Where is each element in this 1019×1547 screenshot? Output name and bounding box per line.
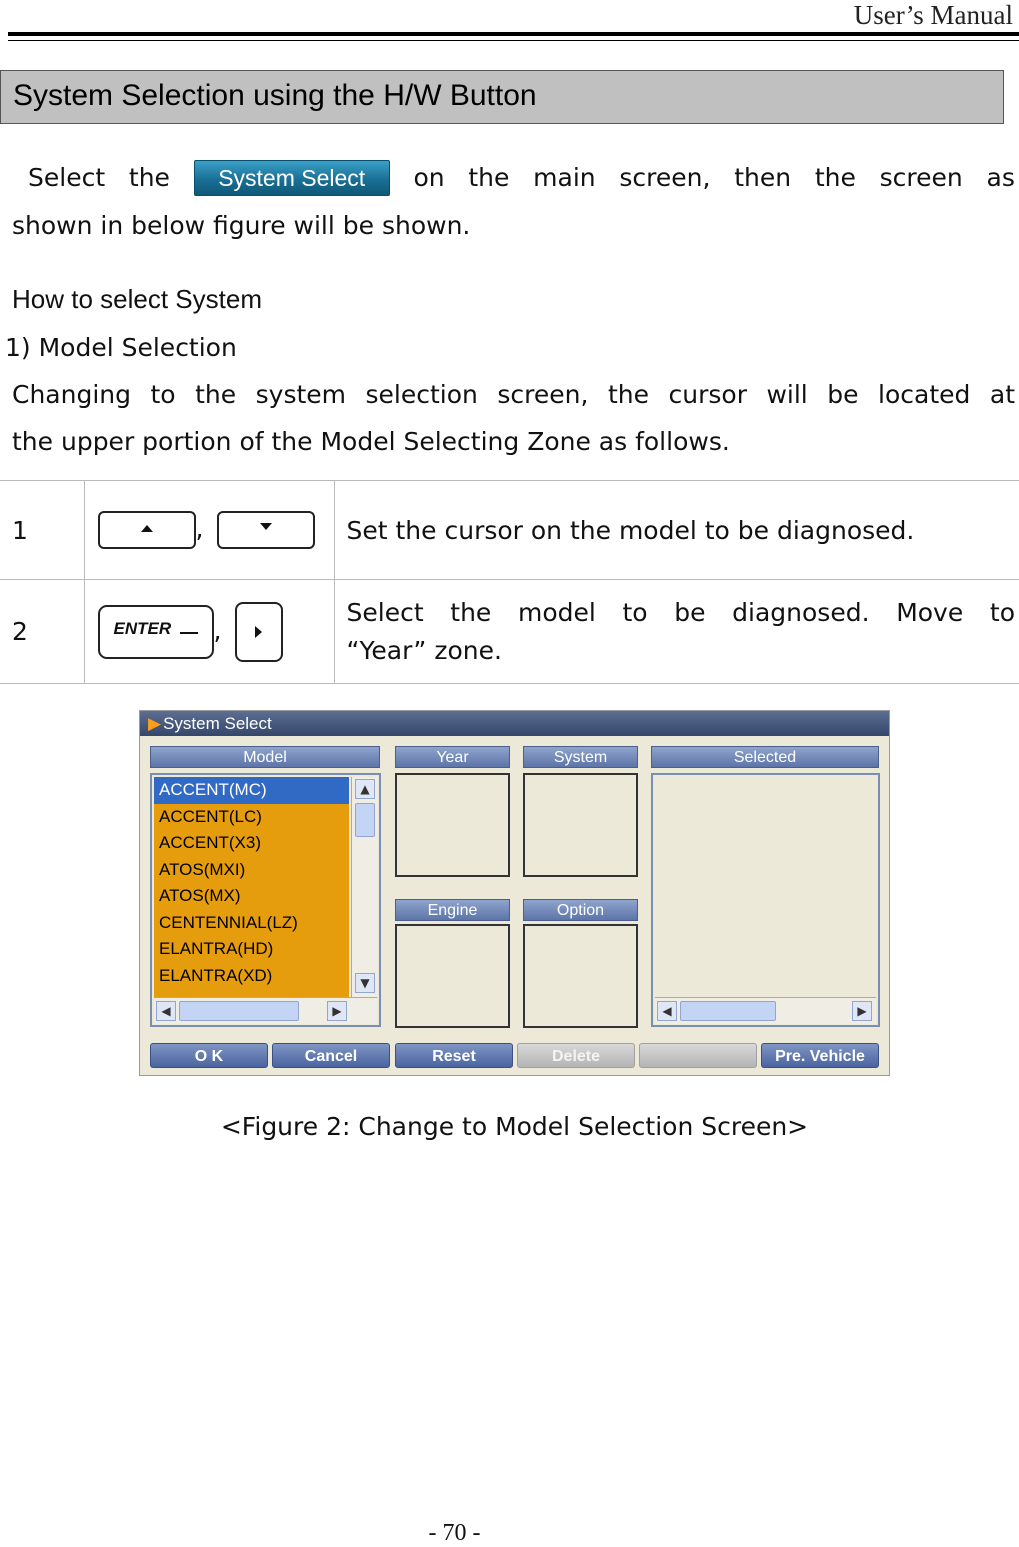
howto-heading: How to select System [12,284,262,314]
header-rule-thick [8,32,1019,36]
enter-key-icon [98,605,214,659]
screenshot-title: System Select [163,714,272,733]
list-item[interactable]: CENTENNIAL(LZ) [154,910,349,937]
option-panel[interactable] [523,924,638,1028]
key-separator: , [213,615,222,645]
step-description-line-1 [347,594,1016,632]
model-selection-line-1 [12,372,1015,418]
enter-return-mark [180,632,198,634]
body-word: the [607,380,649,409]
list-item[interactable]: ACCENT(LC) [154,804,349,831]
body-word: will [766,380,808,409]
step-description [334,580,1019,684]
cancel-button[interactable]: Cancel [272,1043,390,1068]
intro-word: main [533,163,596,192]
section-title-box [0,70,1004,124]
system-select-button-inline: System Select [194,160,390,196]
scroll-left-icon[interactable]: ◀ [156,1001,176,1021]
body-word: to [989,597,1015,627]
intro-line-2: shown in below figure will be shown. [12,211,471,240]
scroll-right-icon[interactable]: ▶ [852,1001,872,1021]
body-word: at [989,380,1015,409]
model-selection-heading: 1) Model Selection [5,333,237,362]
body-word: to [150,380,176,409]
body-word: Select [346,597,424,627]
section-title: System Selection using the H/W Button [13,79,537,112]
body-word: system [255,380,347,409]
model-column-header: Model [150,746,380,768]
selected-panel[interactable] [651,773,880,1027]
selected-horizontal-scrollbar[interactable] [655,997,876,1024]
scroll-thumb[interactable] [179,1001,299,1021]
body-word: selection [365,380,478,409]
model-vertical-scrollbar[interactable] [351,777,378,997]
body-word: diagnosed. [732,597,870,627]
enter-key-label: ENTER [113,618,172,638]
delete-button[interactable]: Delete [517,1043,635,1068]
intro-word: Select [28,163,106,192]
step-keys [84,580,334,684]
intro-word: screen [879,163,963,192]
reset-button[interactable]: Reset [395,1043,513,1068]
scroll-left-icon[interactable]: ◀ [657,1001,677,1021]
blank-button[interactable] [639,1043,757,1068]
list-item[interactable]: ACCENT(MC) [154,777,349,804]
page-number: - 70 - [428,1520,481,1546]
engine-panel[interactable] [395,924,510,1028]
list-item[interactable]: ATOS(MXI) [154,857,349,884]
step-description: Set the cursor on the model to be diagnosed. [334,481,1019,580]
intro-line-1 [28,154,1015,202]
model-selection-line-2: the upper portion of the Model Selecting Zone as follows. [12,427,730,456]
list-item[interactable]: ATOS(MX) [154,883,349,910]
body-word: Move [896,597,964,627]
body-word: cursor [668,380,747,409]
screenshot-titlebar [140,711,889,736]
body-word: model [517,597,596,627]
intro-word: screen, [619,163,711,192]
body-word: be [827,380,859,409]
step-row [0,481,1019,580]
step-number: 2 [0,580,84,684]
header-rule-thin [8,40,1019,41]
body-word: screen, [497,380,589,409]
system-select-screenshot [139,710,890,1076]
body-word: located [878,380,971,409]
engine-column-header: Engine [395,899,510,921]
intro-word: the [128,163,170,192]
step-keys [84,481,334,580]
model-list-panel [150,773,381,1027]
year-panel[interactable] [395,773,510,877]
scroll-thumb[interactable] [355,803,375,837]
key-separator: , [195,514,204,543]
ok-button[interactable]: O K [150,1043,268,1068]
down-arrow-key-icon [217,511,315,549]
system-panel[interactable] [523,773,638,877]
pre-vehicle-button[interactable]: Pre. Vehicle [761,1043,879,1068]
scroll-down-icon[interactable]: ▼ [355,973,375,993]
year-column-header: Year [395,746,510,768]
intro-word: then [734,163,792,192]
scroll-thumb[interactable] [680,1001,776,1021]
intro-word: the [468,163,510,192]
scroll-up-icon[interactable]: ▲ [355,779,375,799]
steps-table [0,480,1019,684]
title-arrow-icon: ▶ [148,714,162,733]
list-item[interactable]: ELANTRA(XD) [154,963,349,990]
figure-caption: <Figure 2: Change to Model Selection Screen> [220,1112,809,1141]
body-word: Changing [12,380,131,409]
list-item[interactable]: ELANTRA(HD) [154,936,349,963]
selected-column-header: Selected [651,746,879,768]
body-word: the [195,380,237,409]
document-header-title: User’s Manual [853,0,1013,30]
list-item[interactable]: ACCENT(X3) [154,830,349,857]
step-description-line-2: “Year” zone. [346,635,502,665]
model-list[interactable] [154,777,349,997]
intro-word: the [814,163,856,192]
scroll-right-icon[interactable]: ▶ [327,1001,347,1021]
step-number: 1 [0,481,84,580]
model-horizontal-scrollbar[interactable] [154,997,377,1024]
body-word: be [674,597,706,627]
option-column-header: Option [523,899,638,921]
system-column-header: System [523,746,638,768]
intro-word: as [986,163,1015,192]
body-word: the [450,597,492,627]
step-row [0,580,1019,684]
body-word: to [622,597,648,627]
up-arrow-key-icon [98,511,196,549]
intro-word: on [413,163,445,192]
right-arrow-key-icon [235,602,283,662]
